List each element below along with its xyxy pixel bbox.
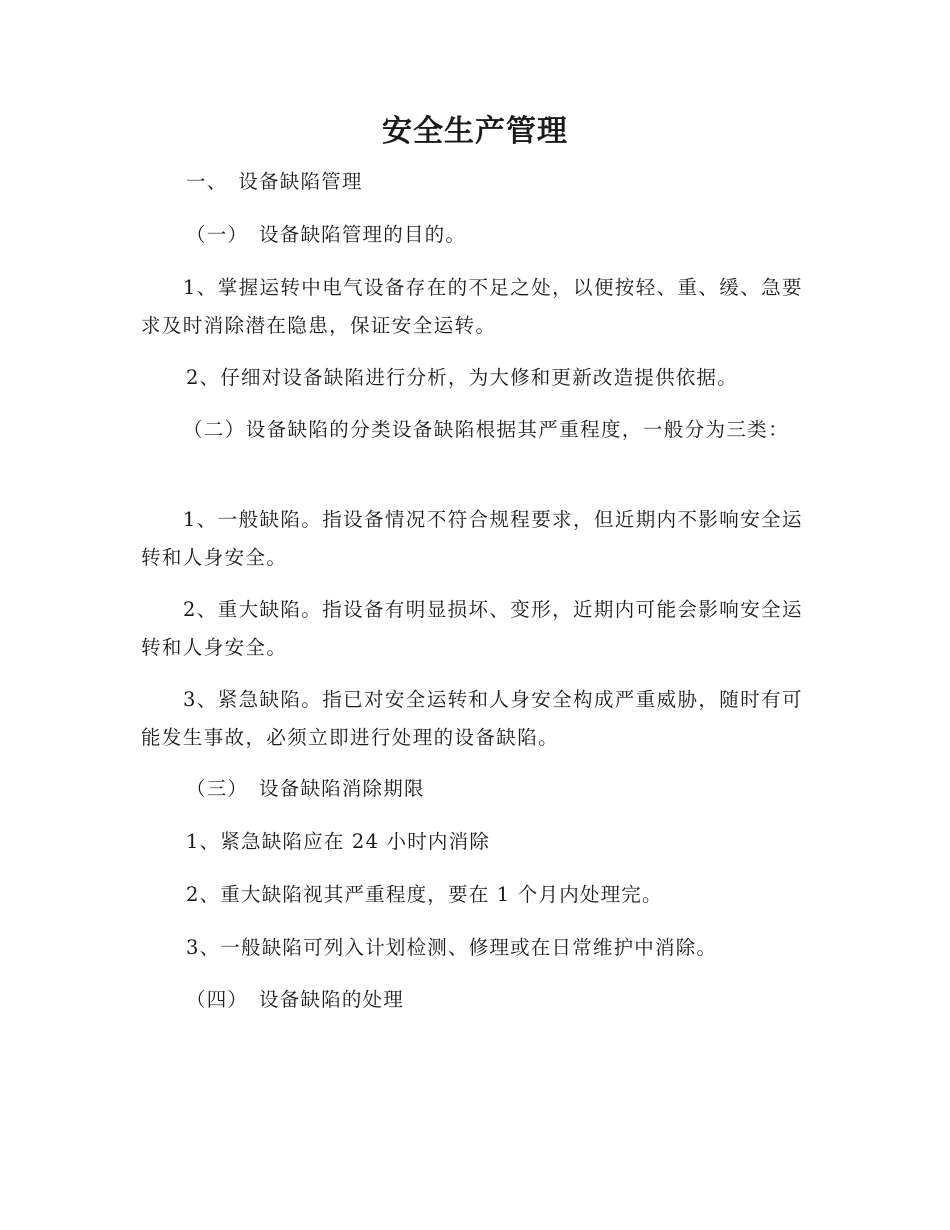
paragraph: 2、重大缺陷视其严重程度，要在 1 个月内处理完。 [186, 883, 663, 906]
paragraph: 2、仔细对设备缺陷进行分析，为大修和更新改造提供依据。 [186, 366, 738, 389]
paragraph: 3、紧急缺陷。指已对安全运转和人身安全构成严重威胁，随时有可能发生事故，必须立即进行处理的设备缺陷。 [141, 688, 803, 749]
subsection-heading: （四） 设备缺陷的处理 [186, 988, 404, 1011]
subsection-heading: （一） 设备缺陷管理的目的。 [186, 223, 467, 246]
subsection-heading: （三） 设备缺陷消除期限 [186, 777, 425, 800]
paragraph: 1、紧急缺陷应在 24 小时内消除 [186, 830, 491, 853]
section-heading: 一、 设备缺陷管理 [186, 170, 363, 193]
subsection-heading: （二）设备缺陷的分类设备缺陷根据其严重程度，一般分为三类： [183, 418, 790, 441]
paragraph: 1、掌握运转中电气设备存在的不足之处，以便按轻、重、缓、急要求及时消除潜在隐患，保证安全运转。 [141, 276, 803, 337]
paragraph: 1、一般缺陷。指设备情况不符合规程要求，但近期内不影响安全运转和人身安全。 [141, 508, 803, 569]
paragraph: 3、一般缺陷可列入计划检测、修理或在日常维护中消除。 [186, 936, 718, 959]
paragraph: 2、重大缺陷。指设备有明显损坏、变形，近期内可能会影响安全运转和人身安全。 [141, 598, 803, 659]
page-title: 安全生产管理 [382, 114, 568, 149]
